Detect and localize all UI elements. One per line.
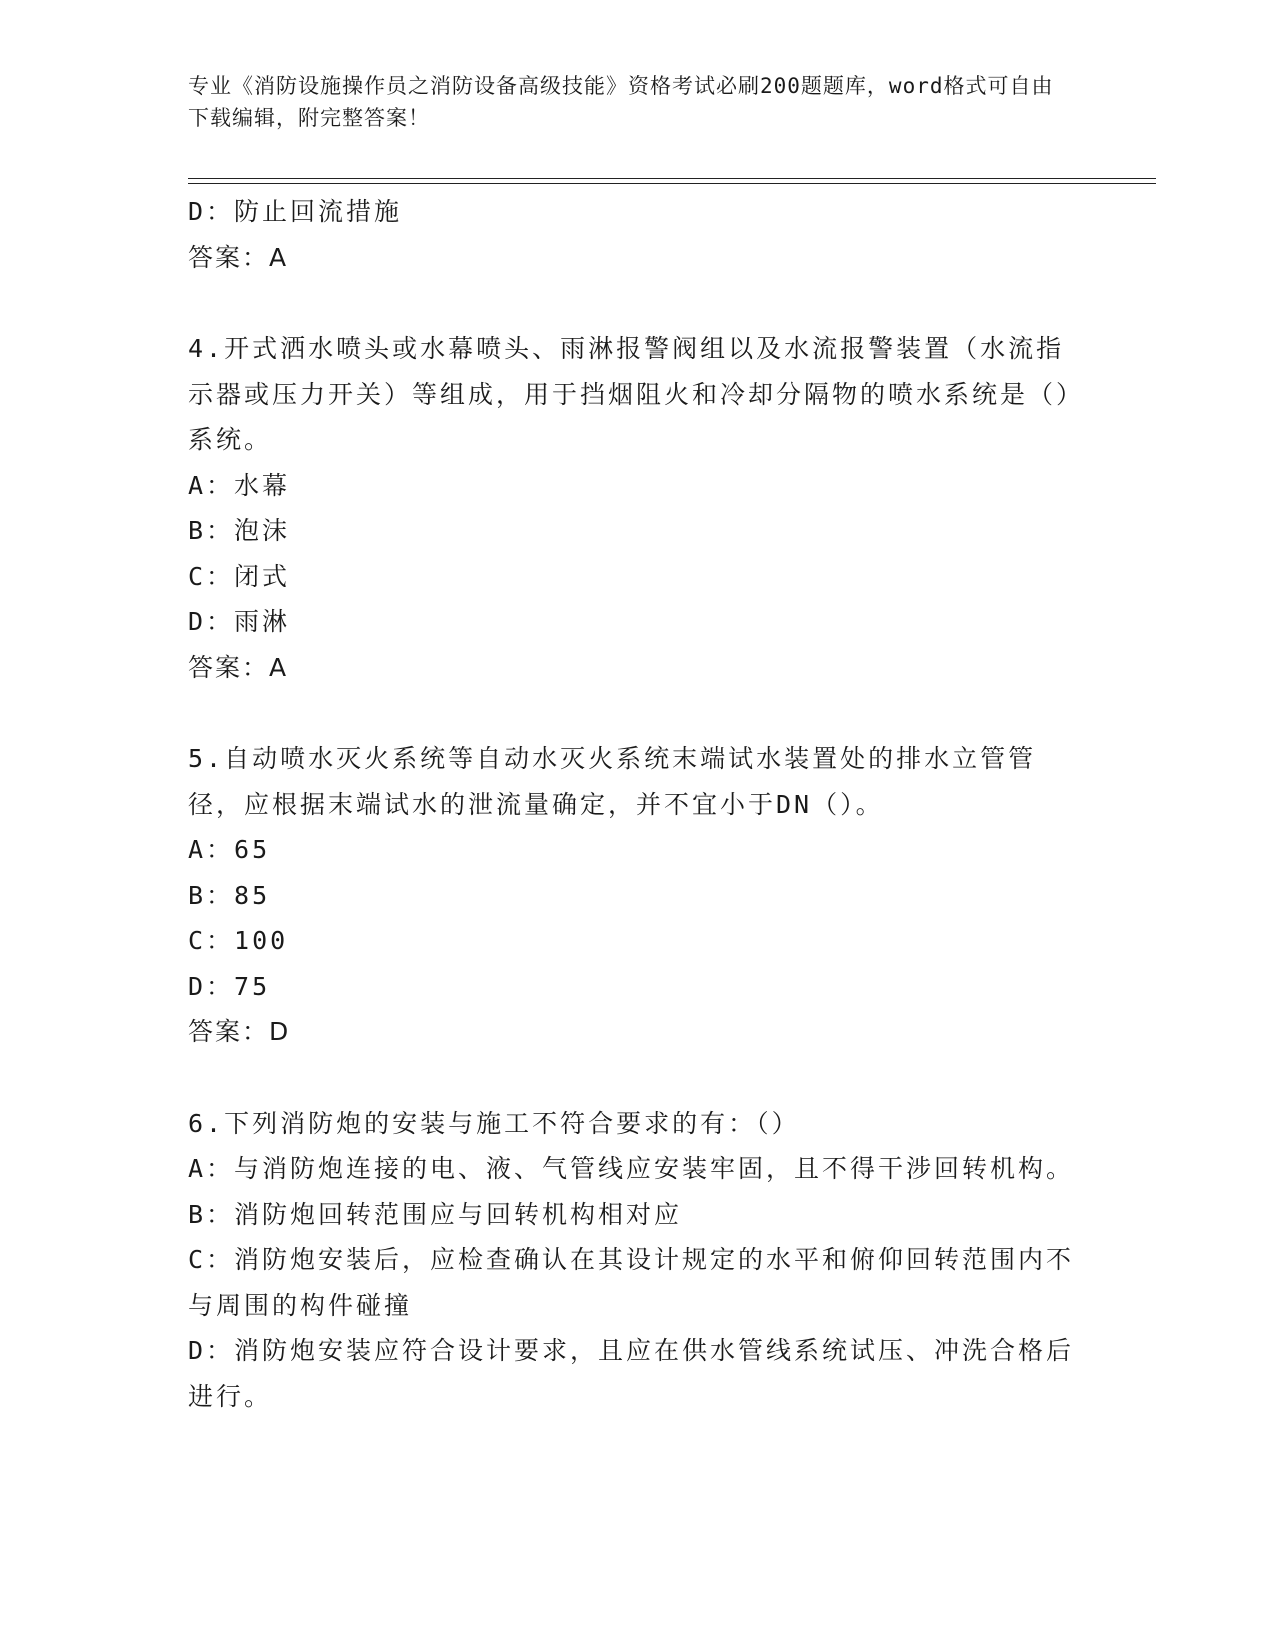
header-rule-bottom (188, 183, 1156, 184)
q3-option-d: D：防止回流措施 (188, 197, 403, 226)
q6-option-d: D：消防炮安装应符合设计要求，且应在供水管线系统试压、冲洗合格后进行。 (188, 1336, 1075, 1411)
q5-option-c: C：100 (188, 926, 289, 955)
q6-option-c: C：消防炮安装后，应检查确认在其设计规定的水平和俯仰回转范围内不与周围的构件碰撞 (188, 1245, 1075, 1320)
q4-answer: 答案：A (188, 652, 289, 682)
q5-answer: 答案：D (188, 1017, 291, 1046)
q6-option-a: A：与消防炮连接的电、液、气管线应安装牢固，且不得干涉回转机构。 (188, 1154, 1075, 1183)
page-header: 专业《消防设施操作员之消防设备高级技能》资格考试必刷200题题库，word格式可自由下载编辑，附完整答案！ (188, 74, 1054, 130)
question-5 (188, 736, 1088, 1055)
q5-option-d: D：75 (188, 971, 271, 1001)
q4-option-c: C：闭式 (188, 561, 291, 591)
q4-stem: 4.开式洒水喷头或水幕喷头、雨淋报警阀组以及水流报警装置（水流指示器或压力开关）等组成，用于挡烟阻火和冷却分隔物的喷水系统是（）系统。 (188, 334, 1085, 454)
q5-option-a: A：65 (188, 835, 271, 864)
q5-option-b: B：85 (188, 880, 271, 910)
q3-answer: 答案：A (188, 242, 289, 272)
question-4 (188, 326, 1088, 690)
document-body (188, 189, 1088, 1419)
q4-option-a: A：水幕 (188, 470, 291, 500)
q4-option-d: D：雨淋 (188, 607, 291, 636)
q5-stem: 5.自动喷水灭火系统等自动水灭火系统末端试水装置处的排水立管管径，应根据末端试水的泄流量确定，并不宜小于DN（）。 (188, 744, 1037, 819)
q6-stem: 6.下列消防炮的安装与施工不符合要求的有：（） (188, 1108, 800, 1138)
q4-option-b: B：泡沫 (188, 516, 291, 545)
question-6 (188, 1101, 1088, 1420)
header-rule-top (188, 178, 1156, 179)
q6-option-b: B：消防炮回转范围应与回转机构相对应 (188, 1199, 683, 1229)
